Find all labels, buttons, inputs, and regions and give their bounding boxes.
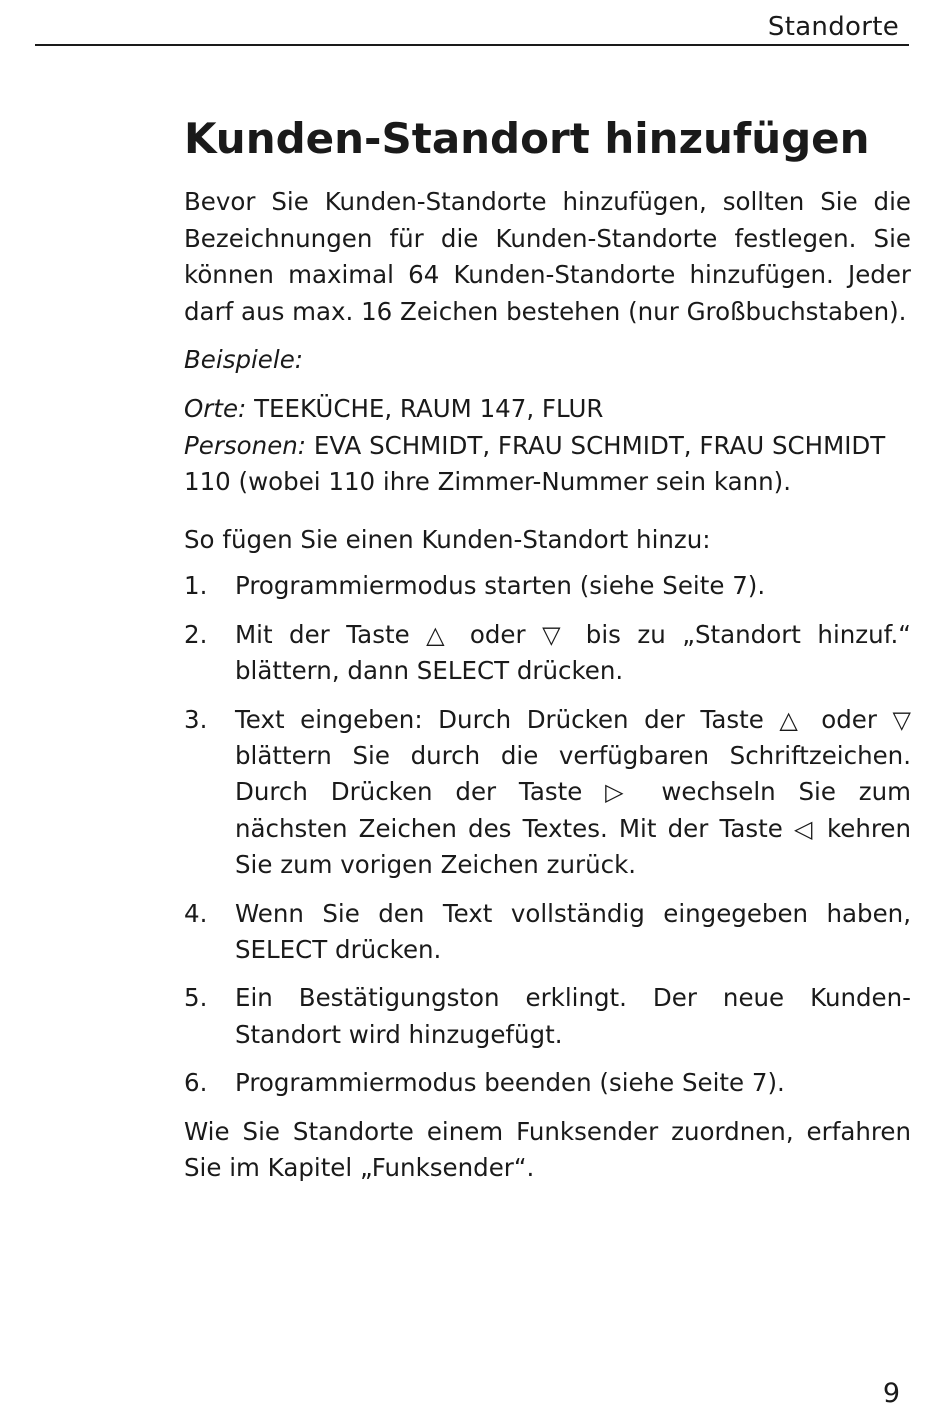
- right-triangle-icon: ▷: [605, 778, 639, 807]
- step-text: Programmiermodus beenden (siehe Seite 7).: [235, 1068, 785, 1098]
- step-item: [184, 702, 911, 884]
- step-number: 1.: [184, 571, 208, 601]
- page-number: 9: [882, 1378, 900, 1409]
- step-item: [184, 568, 911, 604]
- down-triangle-icon: ▽: [542, 620, 570, 649]
- step-text: Mit der Taste △ oder ▽ bis zu „Standort hinzuf.“ blättern, dann SELECT drücken.: [235, 619, 911, 686]
- step-number: 2.: [184, 619, 208, 649]
- steps-list: [184, 568, 911, 1101]
- persons-value: EVA SCHMIDT, FRAU SCHMIDT, FRAU SCHMIDT 110 (wobei 110 ihre Zimmer-Nummer sein kann).: [184, 430, 886, 497]
- examples-block: [184, 391, 911, 501]
- step-number: 3.: [184, 704, 208, 734]
- persons-label: Personen:: [184, 430, 307, 460]
- left-triangle-icon: ◁: [793, 814, 816, 843]
- step-item: [184, 1065, 911, 1101]
- places-label: Orte:: [184, 393, 247, 423]
- places-value: TEEKÜCHE, RAUM 147, FLUR: [246, 393, 604, 423]
- page-title: Kunden-Standort hinzufügen: [184, 114, 870, 163]
- step-number: 5.: [184, 983, 208, 1013]
- up-triangle-icon: △: [426, 620, 454, 649]
- step-item: [184, 896, 911, 969]
- step-text: Wenn Sie den Text vollständig eingegeben haben, SELECT drücken.: [235, 898, 911, 964]
- step-number: 6.: [184, 1068, 208, 1098]
- step-item: [184, 980, 911, 1053]
- step-item: [184, 617, 911, 690]
- howto-intro: So fügen Sie einen Kunden-Standort hinzu:: [184, 524, 711, 554]
- page-content: [184, 108, 911, 1187]
- step-number: 4.: [184, 898, 208, 928]
- step-text: Programmiermodus starten (siehe Seite 7).: [235, 571, 766, 601]
- examples-heading: Beispiele:: [184, 345, 304, 375]
- step-text: Ein Bestätigungston erklingt. Der neue Kunden-Standort wird hinzugefügt.: [235, 983, 911, 1049]
- running-header: [35, 8, 909, 46]
- down-triangle-icon: ▽: [892, 705, 911, 734]
- step-text: Text eingeben: Durch Drücken der Taste △ oder ▽ blättern Sie durch die verfügbaren Schriftzeichen. Durch Drücken der Taste ▷ wechseln Sie zum nächsten Zeichen des Textes. Mit der Taste ◁ kehren Sie zum vorigen Zeichen zurück.: [235, 704, 911, 880]
- up-triangle-icon: △: [779, 705, 806, 734]
- intro-paragraph: Bevor Sie Kunden-Standorte hinzufügen, sollten Sie die Bezeichnungen für die Kunden-Standorte festlegen. Sie können maximal 64 Kunden-Standorte hinzufügen. Jeder darf aus max. 16 Zeichen bestehen (nur Großbuchstaben).: [184, 187, 911, 326]
- outro-paragraph: Wie Sie Standorte einem Funksender zuordnen, erfahren Sie im Kapitel „Funksender“.: [184, 1116, 911, 1183]
- section-title: Standorte: [767, 12, 899, 42]
